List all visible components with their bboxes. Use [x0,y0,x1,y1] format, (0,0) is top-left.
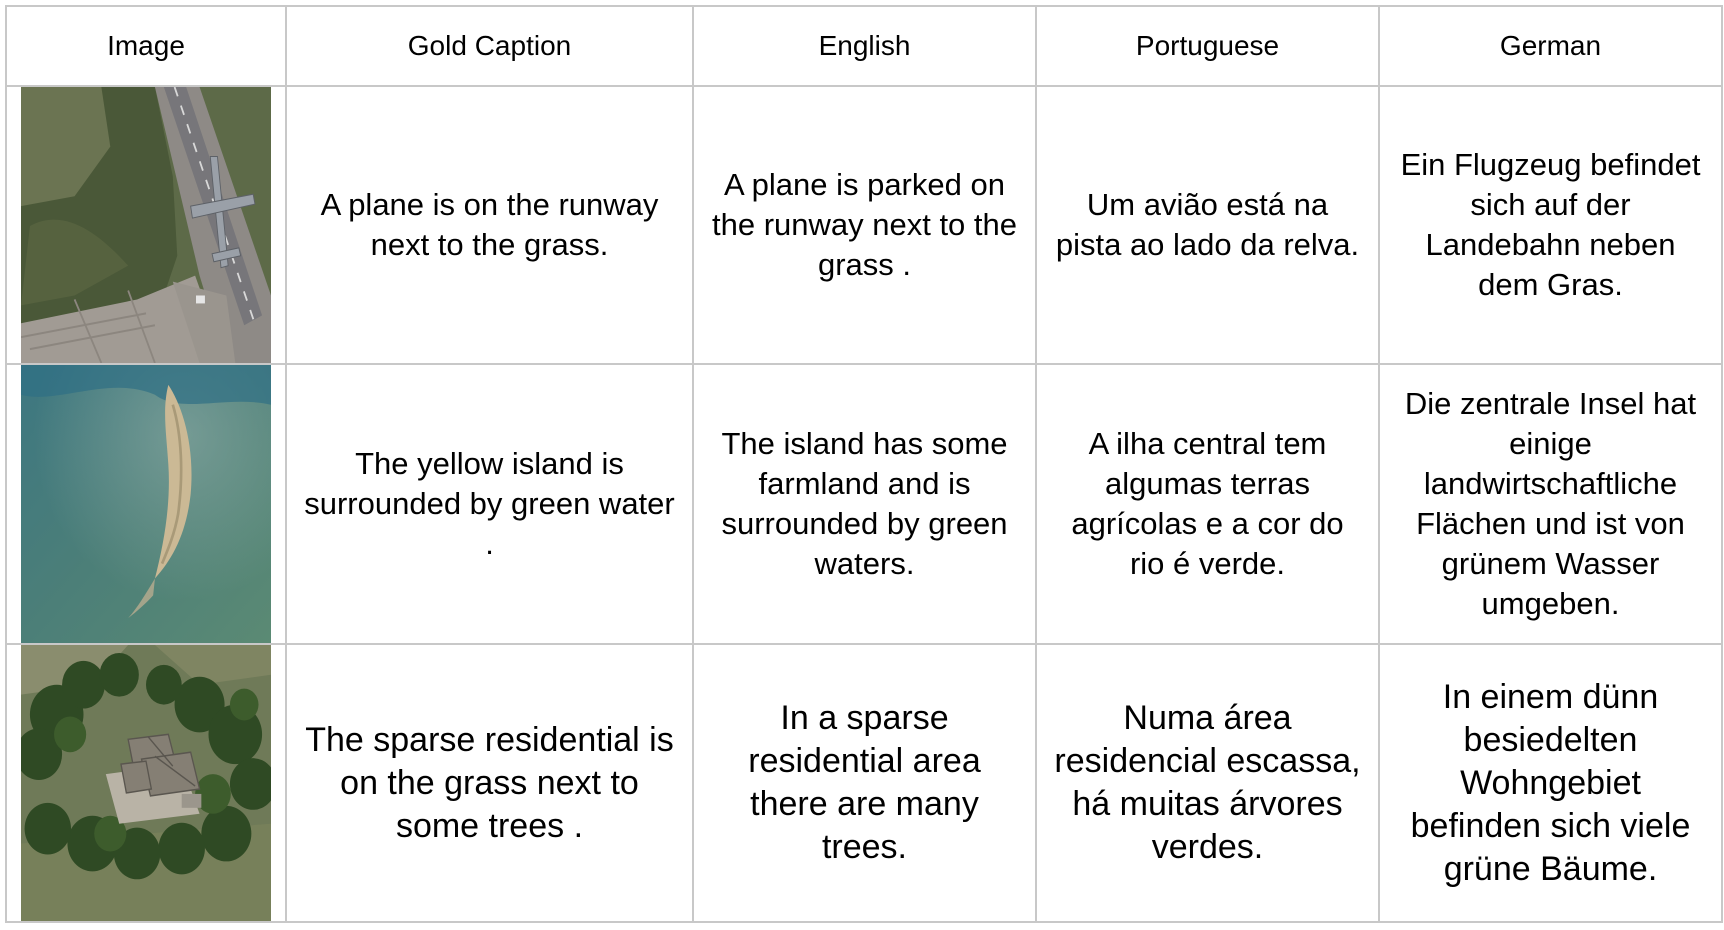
english-caption-cell: The island has some farmland and is surrounded by green waters. [693,364,1036,644]
english-caption-cell: A plane is parked on the runway next to the grass . [693,86,1036,364]
english-caption-cell: In a sparse residential area there are many trees. [693,644,1036,922]
german-caption-cell: Ein Flugzeug befindet sich auf der Landebahn neben dem Gras. [1379,86,1722,364]
table-row [6,86,1722,364]
gold-caption-cell: The yellow island is surrounded by green water . [286,364,693,644]
german-caption-cell: In einem dünn besiedelten Wohngebiet befinden sich viele grüne Bäume. [1379,644,1722,922]
portuguese-caption-cell: Um avião está na pista ao lado da relva. [1036,86,1379,364]
portuguese-caption-cell: Numa área residencial escassa, há muitas árvores verdes. [1036,644,1379,922]
table-row [6,364,1722,644]
caption-comparison-table [5,5,1723,923]
header-english: English [693,6,1036,86]
residential-house-trees-aerial-image [6,644,286,922]
header-german: German [1379,6,1722,86]
table-row [6,644,1722,922]
island-in-green-water-aerial-image [6,364,286,644]
portuguese-caption-cell: A ilha central tem algumas terras agrícolas e a cor do rio é verde. [1036,364,1379,644]
header-image: Image [6,6,286,86]
german-caption-cell: Die zentrale Insel hat einige landwirtschaftliche Flächen und ist von grünem Wasser umgeben. [1379,364,1722,644]
airport-runway-plane-aerial-image [6,86,286,364]
table-header-row [6,6,1722,86]
header-gold-caption: Gold Caption [286,6,693,86]
gold-caption-cell: The sparse residential is on the grass next to some trees . [286,644,693,922]
gold-caption-cell: A plane is on the runway next to the grass. [286,86,693,364]
header-portuguese: Portuguese [1036,6,1379,86]
